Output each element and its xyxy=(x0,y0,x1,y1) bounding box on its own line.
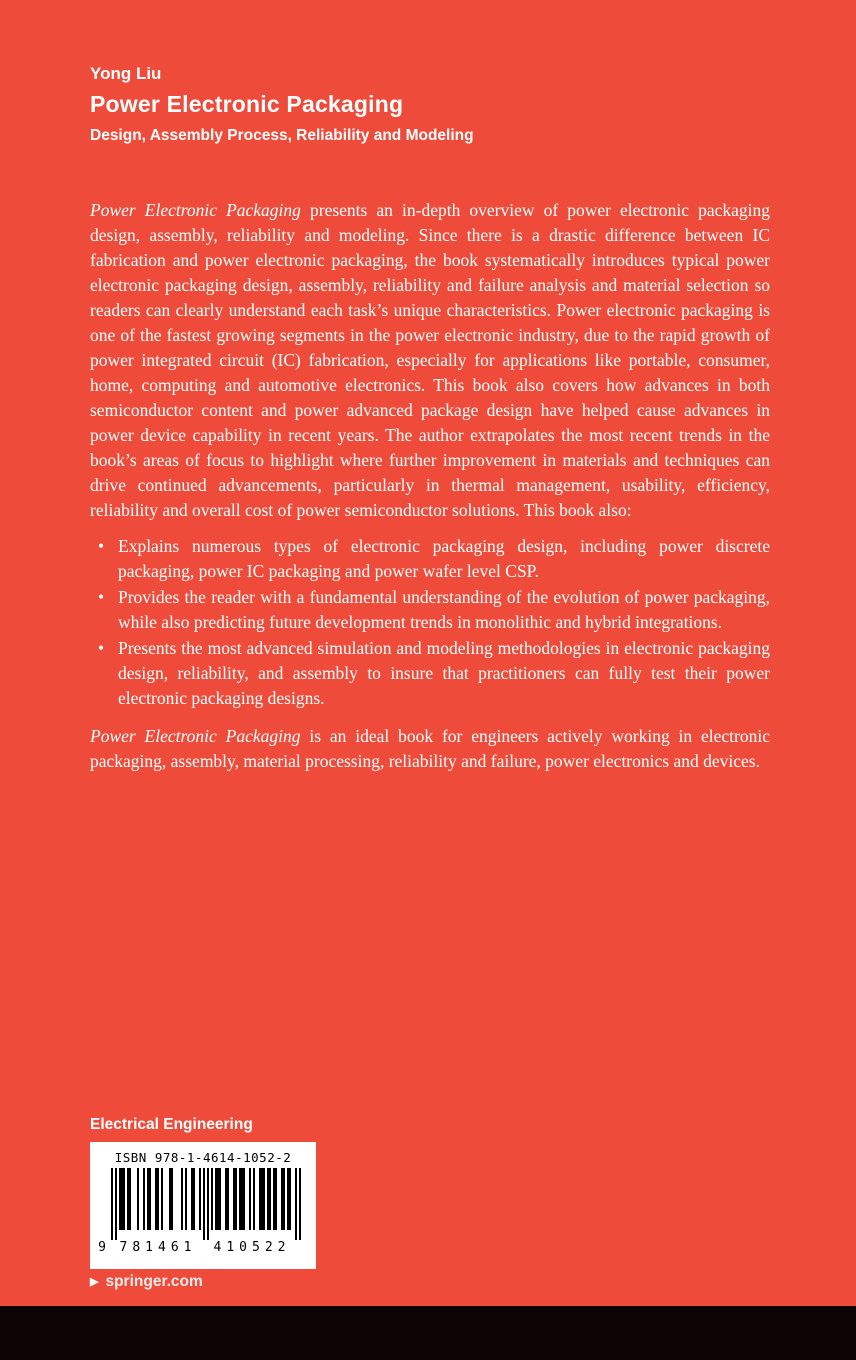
feature-bullet-list xyxy=(90,534,770,711)
intro-text: presents an in-depth overview of power electronic packaging design, assembly, reliability and modeling. Since there is a drastic difference between IC fabrication and power electronic packaging, the book systematically introduces typical power electronic packaging design, assembly, reliability and failure analysis and material selection so readers can clearly understand each task’s unique characteristics. Power electronic packaging is one of the fastest growing segments in the power electronic industry, due to the rapid growth of power integrated circuit (IC) fabrication, especially for applications like portable, consumer, home, computing and automotive electronics. This book also covers how advances in both semiconductor content and power advanced package design have helped cause advances in power device capability in recent years. The author extrapolates the most recent trends in the book’s areas of focus to highlight where further improvement in materials and techniques can drive continued advancements, particularly in thermal management, usability, efficiency, reliability and overall cost of power semiconductor solutions. This book also: xyxy=(90,200,770,520)
isbn-number: ISBN 978-1-4614-1052-2 xyxy=(114,1150,292,1165)
closing-text: is an ideal book for engineers actively working in electronic packaging, assembly, material processing, reliability and failure, power electronics and devices. xyxy=(90,726,771,771)
intro-book-title-italic: Power Electronic Packaging xyxy=(90,200,301,220)
header-block xyxy=(90,64,770,145)
isbn-block xyxy=(90,1142,316,1269)
barcode-digit-lead: 9 xyxy=(98,1240,106,1255)
publisher-site-label: springer.com xyxy=(105,1273,203,1290)
barcode-bars xyxy=(111,1168,301,1240)
bullet-text: Presents the most advanced simulation and modeling methodologies in electronic packaging design, reliability, and assembly to insure that practitioners can fully test their power electronic packaging designs. xyxy=(118,638,770,708)
barcode xyxy=(95,1168,311,1256)
synopsis xyxy=(90,198,770,774)
book-subtitle: Design, Assembly Process, Reliability and Modeling xyxy=(90,127,474,144)
publisher-site xyxy=(90,1273,203,1291)
book-title: Power Electronic Packaging xyxy=(90,91,404,117)
bullet-text: Explains numerous types of electronic packaging design, including power discrete packaging, power IC packaging and power wafer level CSP. xyxy=(118,536,770,581)
category-label: Electrical Engineering xyxy=(90,1116,253,1133)
bullet-text: Provides the reader with a fundamental understanding of the evolution of power packaging, while also predicting future development trends in monolithic and hybrid integrations. xyxy=(118,587,770,632)
closing-paragraph xyxy=(90,724,770,774)
author-name: Yong Liu xyxy=(90,64,162,83)
bullet-item xyxy=(90,636,770,711)
barcode-digits-right: 410522 xyxy=(213,1240,291,1255)
bottom-band xyxy=(0,1306,856,1360)
barcode-digits-left: 781461 xyxy=(119,1240,197,1255)
closing-book-title-italic: Power Electronic Packaging xyxy=(90,726,301,746)
bullet-item xyxy=(90,585,770,635)
bullet-item xyxy=(90,534,770,584)
springer-arrow-icon: ▶ xyxy=(90,1276,99,1288)
intro-paragraph xyxy=(90,198,770,523)
